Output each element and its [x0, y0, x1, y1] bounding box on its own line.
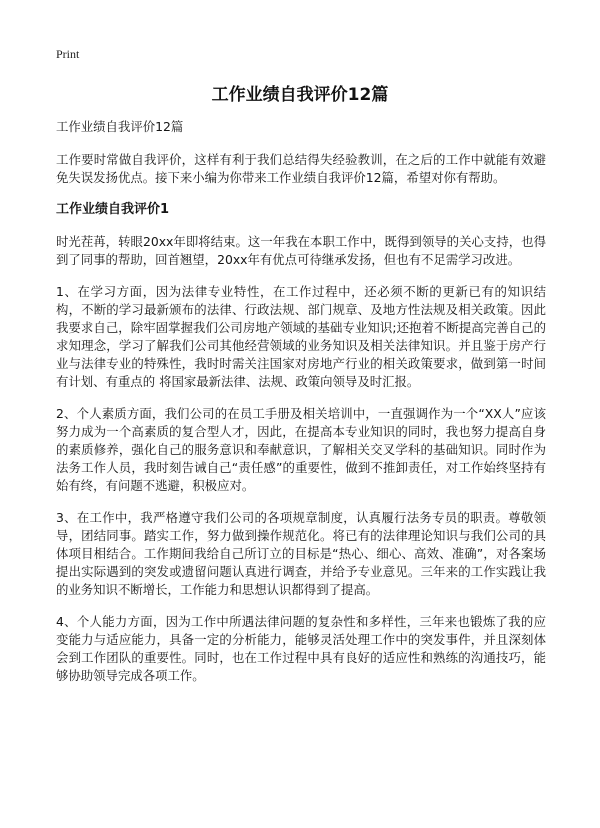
body-paragraph-5: 4、个人能力方面，因为工作中所遇法律问题的复杂性和多样性，三年来也锻炼了我的应变能力与适应能力，具备一定的分析能力，能够灵活处理工作中的突发事件，并且深刻体会到工作团队的重要性。同时，也在工作过程中具有良好的适应性和熟练的沟通技巧，能够协助领导完成各项工作。 — [56, 614, 546, 683]
body-paragraph-3: 2、个人素质方面，我们公司的在员工手册及相关培训中，一直强调作为一个“XX人”应该努力成为一个高素质的复合型人才，因此，在提高本专业知识的同时，我也努力提高自身的素质修养，强化自己的服务意识和奉献意识，了解相关交叉学科的基础知识。同时作为法务工作人员，我时刻告诫自己“责任感”的重要性，做到不推卸责任，对工作始终坚持有始有终，有问题不逃避，积极应对。 — [56, 406, 546, 493]
document-subtitle: 工作业绩自我评价12篇 — [56, 119, 184, 134]
document-body — [56, 118, 546, 699]
body-paragraph-1: 时光茬苒，转眼20xx年即将结束。这一年我在本职工作中，既得到领导的关心支持，也得到了同事的帮助，回首翘望，20xx年有优点可待继承发扬，但也有不足需学习改进。 — [56, 234, 546, 267]
document-title: 工作业绩自我评价12篇 — [211, 85, 389, 105]
body-paragraph-2: 1、在学习方面，因为法律专业特性，在工作过程中，还必须不断的更新已有的知识结构，不断的学习最新颁布的法律、行政法规、部门规章、及地方性法规及相关政策。因此我要求自己，除牢固掌握我们公司房地产领域的基础专业知识;还抱着不断提高完善自己的求知理念，学习了解我们公司其他经营领域的业务知识及相关法律知识。并且鉴于房产行业与法律专业的特殊性，我时时需关注国家对房地产行业的相关政策要求，做到第一时间有计划、有重点的 将国家最新法律、法规、政策向领导及时汇报。 — [56, 284, 546, 389]
print-label: Print — [56, 47, 80, 61]
intro-paragraph: 工作要时常做自我评价，这样有利于我们总结得失经验教训，在之后的工作中就能有效避免失误发扬优点。接下来小编为你带来工作业绩自我评价12篇，希望对你有帮助。 — [56, 152, 546, 185]
section-heading: 工作业绩自我评价1 — [56, 202, 170, 217]
body-paragraph-4: 3、在工作中，我严格遵守我们公司的各项规章制度，认真履行法务专员的职责。尊敬领导，团结同事。踏实工作，努力做到操作规范化。将已有的法律理论知识与我们公司的具体项目相结合。工作期间我给自己所订立的目标是“热心、细心、高效、准确”，对各案场提出实际遇到的突发或遗留问题认真进行调查，并给予专业意见。三年来的工作实践让我的业务知识不断增长，工作能力和思想认识都得到了提高。 — [56, 510, 546, 597]
